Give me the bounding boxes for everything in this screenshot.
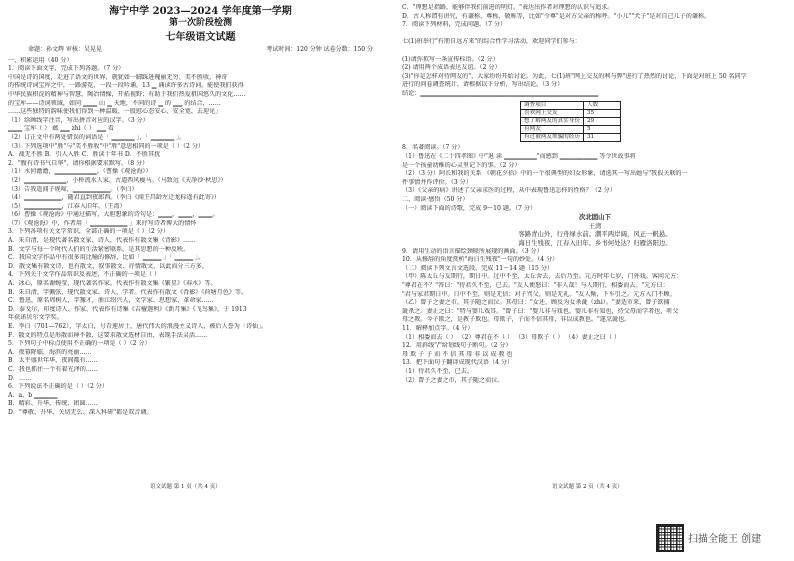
text-line: 10．从修辞的角度赏析"海日生残夜"一句的妙处。（4 分） <box>402 256 559 264</box>
text-line: （2）（3 分）阿长和我的关系 《朝花夕拾》中的一个很典型的妇女形象，请选其一写出她与"我很关联的一 <box>402 170 688 178</box>
text-line: （3）《父亲的病》讲述了父亲求医的过程，从中表现鲁迅怎样的性格？（2 分） <box>402 187 616 195</box>
left-body <box>8 57 393 418</box>
survey-count: 5 <box>583 126 620 134</box>
text-line: 母 欺 子 子 而 不 信 其 母 非 以 成 教 也 <box>402 350 513 358</box>
text-line: (3)"你是怎样对待网友的"，大家纷纷开始讨论。为此，七(1)班"网上交友的利与弊"进行了热烈的讨论，下面是对班上 50 名同学 <box>402 72 747 80</box>
text-line: E．李白（701—762），字太白，号青莲居士，唐代伟大的浪漫主义诗人，被后人誉为「诗仙」。 <box>8 323 268 330</box>
survey-count: 35 <box>583 109 620 117</box>
school-title: 海宁中学 2023—2024 学年度第一学期 <box>109 6 292 17</box>
text-line: D．泰戈尔，印度诗人、作家，代表作有诗集《吉檀迦利》《新月集》《飞鸟集》，于 1913 <box>8 305 247 313</box>
text-line: 3．下列各项有关文学常识，全部正确的一项是（ ）（2 分） <box>8 228 169 236</box>
stage-title: 第一次阶段检测 <box>168 18 232 28</box>
text-line: （1）鲁迅在《二十四孝图》中"退 读 ▁▁▁▁▁▁▁"而感到 ▁▁▁▁▁▁▁▁ 等令世故事将 <box>402 153 636 161</box>
text-line: 6．下列说法不正确的是（ ）（2 分） <box>8 383 108 391</box>
text-line: B．文学与每一个时代人们的生活紧密联系，是其思想的一种反映。 <box>8 245 190 253</box>
text-line: （二）阅读下列文言文选段，完成 11～14 题（15 分） <box>402 264 553 272</box>
text-line: 2．"腹有诗书气自华"，请你根据要求默写。（8 分） <box>8 159 149 167</box>
text-line: ……这些独特的韵味使我们得到一种温暖、一股慰心态安心、安全宽、去迎见」 <box>8 108 222 116</box>
text-line: 母之教。今子欺之，是教子欺也。母欺子，子而不信其母，非以成教也。"遂烹彘也。 <box>402 316 631 324</box>
qr-code-icon <box>656 524 684 552</box>
text-line: （甲）陈太丘与友期行，期日中。过中不至，太丘舍去，去后乃至。元方时年七岁，门外戏。客问元方： <box>402 273 683 281</box>
text-line: F．散文的特点是形散而神不散，这要求散文选材自由、表现手法灵活…… <box>8 331 208 339</box>
text-line <box>402 30 788 39</box>
text-line: B．太平盛世年华，夜间都有…… <box>8 357 98 365</box>
text-line: 的传统诗词宝库之中，一路游览，一段一段吟诵。13 ▁ 诵读许多古诗词，能使我们获得 <box>8 82 244 90</box>
text-line: A．冰心，原名谢婉莹，现代著名作家。代表作有散文集《繁星》《春水》等。 <box>8 280 217 288</box>
text-line: B．精彩、升华、传统、团圆…… <box>8 400 98 408</box>
text-line: 1．阅读下面文字，完成下列各题。（7 分） <box>8 65 125 73</box>
text-line: 七(1)班举行"有朋自远方来"的综合性学习活动，欢迎同学们参与： <box>402 38 581 46</box>
text-line: 彘杀之。妻止之曰："特与婴儿戏耳。"曾子曰："婴儿非与戏也。婴儿非有知也，待父母而学者也，听父 <box>402 307 679 315</box>
text-line: D．…… <box>8 374 32 382</box>
poem-author: 王湾 <box>588 221 602 230</box>
survey-item: 想了解网友的真实身份 <box>521 117 584 125</box>
left-footer: 语文试题 第 1 页（共 4 页） <box>150 484 221 490</box>
text-line: 是一个孩童幼稚的心灵里记下的事。（2 分） <box>402 161 521 169</box>
survey-count: 29 <box>583 117 620 125</box>
right-page <box>402 4 788 385</box>
text-line: 进行的问卷调查统计，请根据以下分析，写出结论。（3 分） <box>402 81 564 89</box>
survey-item: 有网友 <box>521 126 584 134</box>
text-line: （3）告我遥闻子规啼，▁▁▁▁▁▁▁▁。（李白） <box>8 185 138 193</box>
survey-row <box>521 126 621 134</box>
poem-title: 次北固山下 <box>579 213 611 222</box>
text-line: （7）《观沧海》中，作者用「 ▁▁▁▁▁▁▁▁ 」来抒写诗者博大的情怀 <box>8 219 197 227</box>
text-line: （5）▁▁▁▁▁▁▁▁，江春入旧年。（王湾） <box>8 202 126 210</box>
survey-table <box>520 101 621 143</box>
survey-header-count: 人数 <box>583 101 620 109</box>
text-line: 12．用斜线"/"给划线句子断句。（2 分） <box>402 342 512 350</box>
survey-item: 喜欢网上交友 <box>521 109 584 117</box>
text-line <box>402 47 788 56</box>
text-line: D．"尊敬、升华、关切无么、深入科研"都是双音调。 <box>8 408 153 416</box>
text-line: "尊君在不？"答曰："待君久不至，已去。"友人便怒曰："非人哉！与人期行，相委而去。"元方曰： <box>402 281 669 289</box>
right-after-poem-body <box>402 248 788 386</box>
text-line: 中国是诗的国度，走进了语文的世界，就犹如一脚踩进瑰丽无穷、美不胜收，神奇 <box>8 73 228 81</box>
survey-row <box>521 134 621 142</box>
text-line: C．我国文学作品中有很多用比喻的修辞，比如「 ▁▁▁▁ 」「 ▁▁▁▁ 」。 <box>8 254 205 262</box>
text-line: （2）▁▁▁▁▁▁▁▁▁，小桥流水人家，古道西风瘦马。（马致远《天净沙·秋思》） <box>8 176 227 184</box>
text-line: A．a、b ▁▁▁▁▁ <box>8 391 58 399</box>
survey-header-row <box>521 101 621 109</box>
exam-title: 七年级语文试题 <box>165 32 236 43</box>
text-line: 13．把下面句子翻译成现代汉语（4 分） <box>402 359 514 367</box>
text-line: (2) 请用两个成语表达友谊。（2 分） <box>402 64 501 72</box>
text-line: 9．请用生动的语言描绘颈联所展现的画面。（3 分） <box>402 247 543 255</box>
text-line: C．鲁迅，原名周树人，字豫才，浙江绍兴人，文学家、思想家、革命家…… <box>8 297 214 305</box>
text-line: （2）曾子之妻之市，其子随之而泣。 <box>402 376 504 384</box>
text-line: 结论：▁▁▁▁▁▁▁▁▁▁▁▁▁▁▁▁▁▁▁▁▁▁▁▁▁▁▁▁▁▁▁▁▁▁▁▁▁▁ <box>402 89 599 97</box>
text-line: 件事情并作评价。（3 分） <box>402 178 472 186</box>
text-line: 7．阅读下列材料，完成问题。（7 分） <box>402 21 507 29</box>
text-line: 年获诺贝尔文学奖。 <box>8 314 63 322</box>
text-line: 一、积累运用（40 分） <box>8 56 73 64</box>
right-bottom-body <box>402 144 788 213</box>
right-footer: 语文试题 第 2 页（共 4 页） <box>552 484 623 490</box>
survey-row <box>521 117 621 125</box>
text-line: B．朱自清，字佩弦，现代散文家、诗人，学者。代表作有散文《背影》《荷塘月色》等。 <box>8 288 248 296</box>
text-line: （1）给画线字注音，写出拼音对应的汉字。（3 分） <box>8 116 149 124</box>
text-line: A．朱自清，是现代著名散文家、诗人，代表作有散文集《背影》…… <box>8 237 196 245</box>
text-line: 二、阅读·感悟（50 分） <box>402 196 469 204</box>
text-line: （乙）曾子之妻之市，其子随之而泣。其母曰："女还，顾反为女杀彘（zhì）。"妻适市来，曾子欲捕 <box>402 299 670 307</box>
text-line: 8．名著阅读。（7 分） <box>402 144 464 152</box>
text-line: ▁▁▁ 宝库（ ） 蕴 ▁▁ zhì（ ） ▁▁ 看 <box>8 125 115 133</box>
text-line: （3）下列选项中"胜"与"美不胜收"中"胜"意思相同的一项是（ ）（2 分） <box>8 142 205 150</box>
text-line: C．我也抓住一个有着光泽的…… <box>8 365 98 373</box>
poem-line: 海日生残夜，江春入旧年。乡书何处达？归雁洛阳边。 <box>518 239 672 247</box>
text-line: （1）水何澹澹，▁▁▁▁▁▁▁▁▁。（曹操《观沧海》） <box>8 168 152 176</box>
scanner-watermark: 扫描全能王 创建 <box>688 534 762 545</box>
text-line: 11．解释加点字。（4 分） <box>402 324 474 332</box>
text-line: （6）曹操《观沧海》中通过描写，大胆想象的诗句是：▁▁▁，▁▁▁，▁▁▁。 <box>8 211 219 219</box>
text-line: "君与家君期日中。日中不至，则是无信；对子骂父，则是无礼。"友人惭，下车引之。元方入门不顾。 <box>402 290 676 298</box>
text-line: (1)请你拟写一条宣传标语。（2 分） <box>402 55 499 63</box>
text-line: 5．下列句子中标点使用不正确的一项是（ ）（2 分） <box>8 340 151 348</box>
exam-meta <box>8 46 393 55</box>
text-line: 4．下列关于文学作品常识及表述，不正确的一项是（ ） <box>8 271 161 279</box>
survey-item: 有过被网友欺骗的经历 <box>521 134 584 142</box>
meta-authors: 命题：孙文辉 审核：吴晃晃 <box>28 46 102 53</box>
survey-header-item: 调查项目 <box>521 101 584 109</box>
survey-row <box>521 109 621 117</box>
text-line: （1）待君久不至，已去。 <box>402 367 473 375</box>
text-line: 的宝库——诗词领域，如同 ▁▁▁ 山 ▁ 天地，不同的诗 ▁ 的 ▁▁ 的结合，…… <box>8 99 221 107</box>
survey-count: 31 <box>583 134 620 142</box>
poem-line: 客路青山外，行舟绿水前。潮平两岸阔，风正一帆悬。 <box>518 230 672 239</box>
text-line: A．战无不胜 B．引人入胜 C．胜读十年书 D．不胜其扰 <box>8 151 161 159</box>
left-page <box>8 4 393 418</box>
text-line: （一）阅读下面的诗歌，完成 9～10 题。（7 分） <box>402 204 537 212</box>
right-top-body <box>402 4 788 99</box>
text-line: 中华民族积淀的精神与智慧，陶冶情操，开拓视野；有助于我们热爱祖国悠久的文化…… <box>8 90 246 98</box>
text-line: （4）▁▁▁▁▁▁▁▁，随君直到夜郎西。（李白《闻王昌龄左迁龙标遥有此寄》） <box>8 194 220 202</box>
text-line: D．古人称谓有讲究，有谦称、尊称、敬称等，比如"令尊"是对方父亲的称呼。"小儿""犬子"是对自己儿子的谦称。 <box>402 12 711 20</box>
text-line: （2）订正文中有两处错误的词语是「 ▁▁▁▁▁ 」，「 ▁▁▁▁▁ 」。 <box>8 133 186 141</box>
text-line: A．夜幕降临，海滨的亮丽…… <box>8 348 92 356</box>
text-line: C．"理想是指路，能够伴我们前进的明灯。"表达出作者对理想的认识与追求。 <box>402 4 614 11</box>
text-line: D．散文集有散文诗，也有散文、叙事散文、抒情散文、以此而分三方多。 <box>8 262 208 270</box>
meta-time-score: 考试时间：120 分钟 试卷分数：150 分 <box>266 46 373 53</box>
text-line: （1）相委而去（ ） （2）尊君在不（ ） （3）母欺子（ ） （4）妻止之曰（ ） <box>402 333 620 341</box>
